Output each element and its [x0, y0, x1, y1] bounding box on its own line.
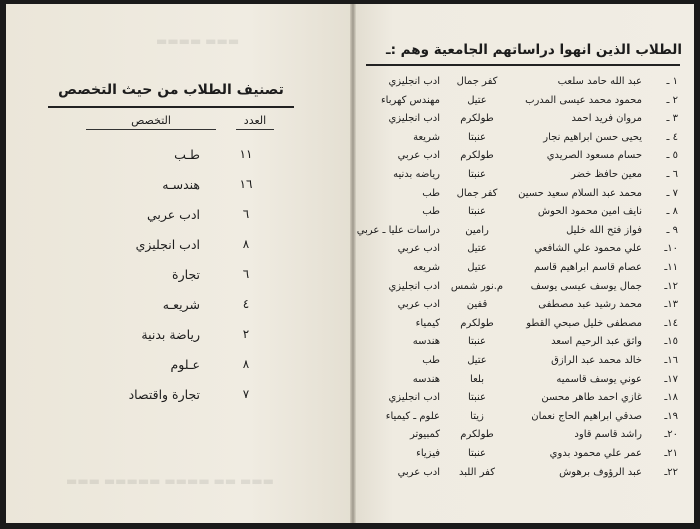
graduate-number: ٣ ـ: [666, 113, 678, 125]
graduate-name: عصام قاسم ابراهيم قاسم: [534, 262, 642, 273]
graduate-hometown: عتيل: [467, 94, 487, 106]
graduate-name: عوني يوسف قاسميه: [556, 373, 642, 385]
graduate-specialization: هندسه: [412, 373, 440, 385]
graduate-hometown: طولكرم: [460, 113, 494, 125]
graduate-number: ٦ ـ: [666, 169, 678, 180]
specialization-name: ادب انجليزي: [135, 237, 200, 252]
graduate-row: [360, 76, 682, 93]
graduate-number: ١٢ـ: [664, 280, 678, 292]
graduate-number: ١٨ـ: [664, 392, 678, 404]
classification-title: تصنيف الطلاب من حيث التخصص: [58, 82, 284, 98]
graduate-row: [360, 95, 682, 112]
graduate-specialization: شريعة: [413, 131, 440, 143]
graduate-number: ١٣ـ: [664, 299, 678, 311]
graduate-specialization: كمبيوتر: [409, 429, 440, 441]
graduate-hometown: عتيل: [467, 243, 487, 255]
graduate-specialization: هندسه: [412, 336, 440, 348]
graduate-specialization: دراسات عليا ـ عربي: [356, 224, 440, 236]
graduate-hometown: كفر جمال: [456, 76, 498, 87]
specialization-name: تجارة: [172, 267, 200, 282]
graduate-row: [360, 448, 682, 465]
specialization-count: ٢: [242, 327, 250, 341]
graduate-row: [360, 374, 682, 391]
graduate-specialization: ادب عربي: [397, 243, 440, 255]
graduate-number: ٢٢ـ: [664, 466, 678, 478]
graduate-number: ٥ ـ: [666, 150, 678, 162]
specialization-count: ٧: [242, 387, 250, 401]
specialization-name: عـلوم: [170, 357, 200, 372]
specialization-name: ادب عربي: [146, 207, 200, 222]
graduate-name: عبد الله حامد سلعب: [557, 76, 642, 87]
graduate-specialization: مهندس كهرباء: [380, 94, 440, 106]
specialization-header: التخصص: [131, 114, 171, 127]
graduate-number: ١٦ـ: [664, 355, 678, 366]
graduate-hometown: عنبتا: [467, 206, 487, 218]
graduate-name: فواز فتح الله خليل: [566, 224, 642, 236]
graduate-specialization: شريعه: [413, 262, 440, 273]
graduate-number: ٩ ـ: [666, 224, 678, 236]
graduate-row: [360, 318, 682, 335]
specialization-count: ٦: [242, 207, 250, 221]
graduate-number: ١١ـ: [664, 262, 678, 273]
graduate-hometown: قفين: [466, 299, 488, 311]
graduate-name: غازي احمد طاهر محسن: [541, 392, 642, 404]
graduate-specialization: طب: [422, 187, 440, 199]
graduate-number: ١٩ـ: [664, 410, 678, 422]
graduate-name: خالد محمد عبد الرازق: [551, 355, 642, 366]
graduate-specialization: فيزياء: [416, 448, 440, 459]
graduate-number: ٢ ـ: [666, 94, 678, 106]
graduate-hometown: طولكرم: [460, 429, 494, 441]
graduate-name: مصطفى خليل صبحي القطو: [526, 317, 642, 329]
graduate-row: [360, 243, 682, 260]
graduate-hometown: عنبتا: [467, 131, 487, 143]
graduate-number: ١٤ـ: [664, 317, 678, 329]
show-through-text: ▬▬▬ ▬▬ ▬▬▬▬ ▬▬▬▬▬ ▬▬▬: [66, 474, 275, 488]
graduate-specialization: طب: [422, 355, 440, 366]
specialization-name: تجارة واقتصاد: [128, 387, 200, 402]
specialization-row: [66, 267, 296, 285]
left-page: [6, 4, 352, 523]
graduate-number: ١٧ـ: [664, 373, 678, 385]
specialization-row: [66, 207, 296, 225]
graduate-row: [360, 336, 682, 353]
graduate-name: مروان فريد احمد: [571, 113, 642, 125]
graduate-row: [360, 467, 682, 484]
graduate-specialization: ادب انجليزي: [388, 392, 440, 404]
graduate-row: [356, 224, 682, 242]
show-through-text: ▬▬▬ ▬▬▬▬: [156, 34, 240, 48]
graduate-specialization: ادب انجليزي: [388, 76, 440, 87]
graduate-row: [360, 299, 682, 316]
graduate-specialization: رياضه بدنيه: [393, 169, 440, 180]
graduate-name: عبد الرؤوف برهوش: [559, 466, 642, 478]
graduate-number: ١٠ـ: [664, 243, 678, 255]
specialization-name: رياضة بدنية: [141, 327, 200, 342]
book-spread: [6, 4, 694, 523]
graduate-hometown: بلعا: [470, 373, 484, 385]
graduate-number: ٢٠ـ: [664, 429, 678, 441]
graduate-number: ٤ ـ: [666, 131, 678, 143]
graduates-title: الطلاب الذين انهوا دراساتهم الجامعية وهم :ـ: [385, 42, 682, 58]
title-rule: [366, 64, 680, 66]
graduate-hometown: عتيل: [467, 355, 487, 366]
graduate-specialization: ادب انجليزي: [388, 113, 440, 125]
graduate-hometown: طولكرم: [460, 317, 494, 329]
graduate-name: صدقي ابراهيم الحاج نعمان: [531, 410, 642, 422]
graduate-hometown: عنبتا: [467, 448, 487, 459]
graduate-hometown: عنبتا: [467, 169, 487, 180]
graduate-specialization: كيمياء: [415, 317, 440, 329]
specialization-count: ٨: [242, 237, 250, 251]
graduate-hometown: زيتا: [470, 410, 484, 422]
specialization-row: [66, 297, 296, 315]
graduate-name: محمود محمد عيسى المدرب: [525, 94, 642, 106]
graduate-hometown: رامين: [465, 224, 489, 236]
graduate-specialization: ادب عربي: [397, 299, 440, 311]
graduate-hometown: كفر اللبد: [459, 466, 495, 478]
graduate-hometown: م.نور شمس: [450, 280, 504, 292]
graduate-row: [360, 150, 682, 167]
specialization-count: ١٦: [239, 177, 253, 191]
graduate-row: [360, 281, 682, 298]
graduate-row: [360, 132, 682, 149]
specialization-row: [66, 387, 296, 405]
graduate-row: [360, 188, 682, 205]
graduate-name: نايف امين محمود الحوش: [537, 206, 642, 218]
graduate-specialization: ادب عربي: [397, 150, 440, 162]
count-header: العدد: [243, 114, 267, 127]
graduate-name: محمد عبد السلام سعيد حسين: [518, 187, 642, 199]
specialization-count: ١١: [239, 147, 253, 161]
graduate-name: علي محمود علي الشافعي: [534, 243, 642, 255]
right-page: [352, 4, 694, 523]
graduate-hometown: عنبتا: [467, 392, 487, 404]
graduate-name: جمال يوسف عيسى يوسف: [530, 280, 642, 292]
graduate-hometown: طولكرم: [460, 150, 494, 162]
specialization-name: هندسـه: [162, 177, 200, 192]
count-header-underline: [236, 129, 274, 130]
book-gutter: [350, 4, 356, 523]
graduate-hometown: كفر جمال: [456, 187, 498, 199]
graduate-name: عمر علي محمود بدوي: [549, 448, 642, 459]
graduate-row: [360, 262, 682, 279]
graduate-row: [360, 113, 682, 130]
graduate-name: محمد رشيد عبد مصطفى: [538, 299, 642, 311]
graduate-hometown: عتيل: [467, 262, 487, 273]
graduate-number: ٨ ـ: [666, 206, 678, 218]
graduate-row: [360, 411, 682, 428]
graduate-row: [360, 355, 682, 372]
specialization-row: [66, 327, 296, 345]
specialization-name: طـب: [174, 147, 200, 162]
graduate-number: ١ ـ: [666, 76, 678, 87]
specialization-row: [66, 147, 296, 165]
graduate-number: ٧ ـ: [666, 187, 678, 199]
title-rule: [48, 106, 294, 108]
specialization-name: شريعـه: [162, 297, 200, 312]
graduate-name: راشد قاسم قاود: [574, 429, 642, 441]
specialization-count: ٦: [242, 267, 250, 281]
graduate-row: [360, 392, 682, 409]
graduate-name: واثق عبد الرحيم اسعد: [551, 336, 642, 348]
graduate-name: حسام مسعود الصريدي: [546, 150, 642, 162]
specialization-count: ٨: [242, 357, 250, 371]
graduate-row: [360, 206, 682, 223]
graduate-specialization: ادب عربي: [397, 466, 440, 478]
specialization-header-underline: [86, 129, 216, 130]
specialization-row: [66, 177, 296, 195]
graduate-specialization: علوم ـ كيمياء: [385, 410, 440, 422]
graduate-hometown: عنبتا: [467, 336, 487, 348]
graduate-name: يحيى حسن ابراهيم نجار: [543, 131, 642, 143]
graduate-row: [360, 429, 682, 446]
graduate-number: ١٥ـ: [664, 336, 678, 348]
specialization-row: [66, 237, 296, 255]
graduate-specialization: طب: [422, 206, 440, 218]
graduate-name: معين حافظ خضر: [570, 169, 642, 180]
graduate-row: [360, 169, 682, 186]
graduate-specialization: ادب انجليزي: [388, 280, 440, 292]
specialization-row: [66, 357, 296, 375]
specialization-count: ٤: [242, 297, 250, 311]
graduate-number: ٢١ـ: [664, 448, 678, 459]
